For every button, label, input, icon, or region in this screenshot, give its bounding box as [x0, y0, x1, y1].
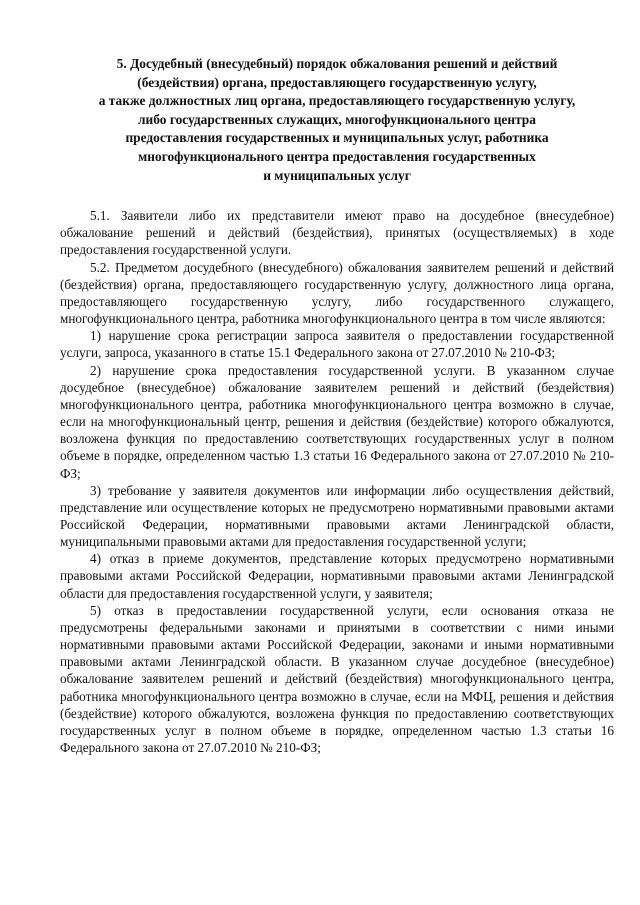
section-title-line: и муниципальных услуг: [263, 167, 411, 183]
list-item-1: 1) нарушение срока регистрации запроса заявителя о предоставлении государственной услуги, запроса, указанного в статье 15.1 Федерального закона от 27.07.2010 № 210-ФЗ;: [60, 328, 614, 361]
section-title-line: либо государственных служащих, многофункционального центра: [138, 111, 536, 127]
section-title-line: многофункционального центра предоставления государственных: [138, 148, 536, 164]
section-body: [60, 207, 614, 756]
section-title-line: предоставления государственных и муниципальных услуг, работника: [125, 130, 549, 146]
section-title-line: 5. Досудебный (внесудебный) порядок обжалования решений и действий: [116, 56, 558, 71]
list-item-2: 2) нарушение срока предоставления государственной услуги. В указанном случае досудебное (внесудебное) обжалование заявителем решений и действий (бездействия) многофункционального центра, работника многофункционального центра возможно в случае, если на многофункциональный центр, решения и действия (бездействие) которого обжалуются, возложена функция по предоставлению соответствующих государственных услуг в полном объеме в порядке, определенном частью 1.3 статьи 16 Федерального закона от 27.07.2010 № 210-ФЗ;: [60, 362, 614, 481]
section-title-line: а также должностных лиц органа, предоставляющего государственную услугу,: [98, 93, 576, 109]
section-title: [60, 55, 614, 185]
paragraph-5-1: 5.1. Заявители либо их представители имеют право на досудебное (внесудебное) обжалование решений и действий (бездействия), принятых (осуществляемых) в ходе предоставления государственной услуги.: [60, 208, 614, 258]
list-item-3: 3) требование у заявителя документов или информации либо осуществления действий, представление или осуществление которых не предусмотрено нормативными правовыми актами Российской Федерации, нормативными правовыми актами Ленинградской области, муниципальными правовыми актами для предоставления государственной услуги;: [60, 482, 614, 550]
section-title-line: (бездействия) органа, предоставляющего государственную услугу,: [137, 74, 537, 90]
paragraph-5-2: 5.2. Предметом досудебного (внесудебного) обжалования заявителем решений и действий (бездействия) органа, предоставляющего государственную услугу, должностного лица органа, предоставляющего государственную услугу, либо государственного служащего, многофункционального центра, работника многофункционального центра в том числе являются:: [60, 259, 614, 327]
list-item-5: 5) отказ в предоставлении государственной услуги, если основания отказа не предусмотрены федеральными законами и принятыми в соответствии с ними иными нормативными правовыми актами Российской Федерации, законами и иными нормативными правовыми актами Ленинградской области. В указанном случае досудебное (внесудебное) обжалование заявителем решений и действий (бездействия) многофункционального центра, работника многофункционального центра возможно в случае, если на МФЦ, решения и действия (бездействие) которого обжалуются, возложена функция по предоставлению соответствующих государственных услуг в полном объеме в порядке, определенном частью 1.3 статьи 16 Федерального закона от 27.07.2010 № 210-ФЗ;: [60, 602, 614, 755]
list-item-4: 4) отказ в приеме документов, представление которых предусмотрено нормативными правовыми актами Российской Федерации, нормативными правовыми актами Ленинградской области для предоставления государственной услуги, у заявителя;: [60, 551, 614, 601]
